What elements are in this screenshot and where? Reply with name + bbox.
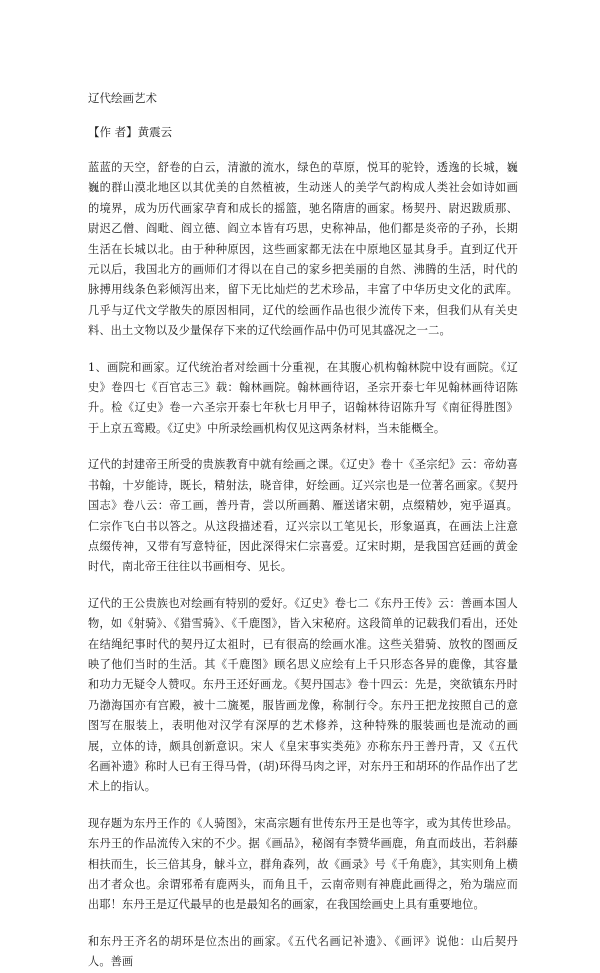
paragraph-horseman: 现存题为东丹王作的《人骑图》，宋高宗题有世传东丹王是也等字，或为其传世珍品。东丹王的作品流传入宋的不少。据《画品》，秘阁有李赞华画鹿，角直而歧出，若斜藤相扶而生，长三倍其身，觩斗立，群角森列，故《画录》号《千角鹿》，其实则角上横出才者众也。余谓邪希有鹿两头，而角且千，云南帝则有神鹿此画得之，殆为瑞应而出耶！东丹王是辽代最早的也是最知名的画家，在我国绘画史上具有重要地位。	[88, 816, 518, 912]
paragraph-nobles: 辽代的王公贵族也对绘画有特别的爱好。《辽史》卷七二《东丹王传》云：善画本国人物，如《射骑》、《猎雪骑》、《千鹿图》，皆入宋秘府。这段简单的记载我们看出，还处在结绳纪事时代的契丹辽太祖时，已有很高的绘画水准。这些关猎骑、放牧的图画反映了他们当时的生活。其《千鹿图》顾名思义应绘有上千只形态各异的鹿像，其容量和功力无疑令人赞叹。东丹王还好画龙。《契丹国志》卷十四云：先是，突欲镇东丹时乃渤海国亦有宫殿，被十二旒冕，服皆画龙像，称制行令。东丹王把龙按照自己的意图写在服装上，表明他对汉学有深厚的艺术修养，这种特殊的服装画也是流动的画展，立体的诗，颇具创新意识。宋人《皇宋事实类苑》亦称东丹王善丹青，又《五代名画补遗》称时人已有王得马骨，(胡)环得马肉之评，对东丹王和胡环的作品作出了艺术上的指认。	[88, 596, 518, 794]
author-line: 【作 者】黄震云	[88, 125, 173, 139]
document-page	[88, 90, 518, 969]
paragraph-intro: 蓝蓝的天空，舒卷的白云，清澈的流水，绿色的草原，悦耳的驼铃，透逸的长城，巍巍的群山漠北地区以其优美的自然植被，生动迷人的美学气韵构成人类社会如诗如画的境界，成为历代画家孕育和成长的摇篮，驰名隋唐的画家。杨契丹、尉迟跋质那、尉迟乙僧、阎毗、阎立德、阎立本皆有巧思，史称神品，他们都是炎帝的子孙，长期生活在长城以北。由于种种原因，这些画家都无法在中原地区显其身手。直到辽代开元以后，我国北方的画师们才得以在自己的家乡把美丽的自然、沸腾的生活，时代的脉搏用线条色彩倾泻出来，留下无比灿烂的艺术珍品，丰富了中华历史文化的武库。几乎与辽代文学散失的原因相同，辽代的绘画作品也很少流传下来，但我们从有关史料、出土文物以及少量保存下来的辽代绘画作品中仍可见其盛况之一二。	[88, 161, 518, 338]
paragraph-emperors: 辽代的封建帝王所受的贵族教育中就有绘画之课。《辽史》卷十《圣宗纪》云：帝幼喜书翰，十岁能诗，既长，精射法，晓音律，好绘画。辽兴宗也是一位著名画家。《契丹国志》卷八云：帝工画，善丹青，尝以所画鹅、雁送诸宋朝，点缀精妙，宛乎逼真。仁宗作飞白书以答之。从这段描述看，辽兴宗以工笔见长，形象逼真，在画法上注意点缀传神，又带有写意特征，因此深得宋仁宗喜爱。辽宋时期，是我国宫廷画的黄金时代，南北帝王往往以书画相夸、见长。	[88, 458, 518, 574]
document-title: 辽代绘画艺术	[88, 91, 157, 105]
paragraph-huhuan: 和东丹王齐名的胡环是位杰出的画家。《五代名画记补遗》、《画评》说他：山后契丹人。善画	[88, 934, 518, 969]
paragraph-academy: 1、画院和画家。辽代统治者对绘画十分重视，在其腹心机构翰林院中设有画院。《辽史》卷四七《百官志三》载：翰林画院。翰林画待诏，圣宗开泰七年见翰林画待诏陈升。检《辽史》卷一六圣宗开泰七年秋七月甲子，诏翰林待诏陈升写《南征得胜图》于上京五鸾殿。《辽史》中所录绘画机构仅见这两条材料，当未能概全。	[88, 360, 518, 435]
